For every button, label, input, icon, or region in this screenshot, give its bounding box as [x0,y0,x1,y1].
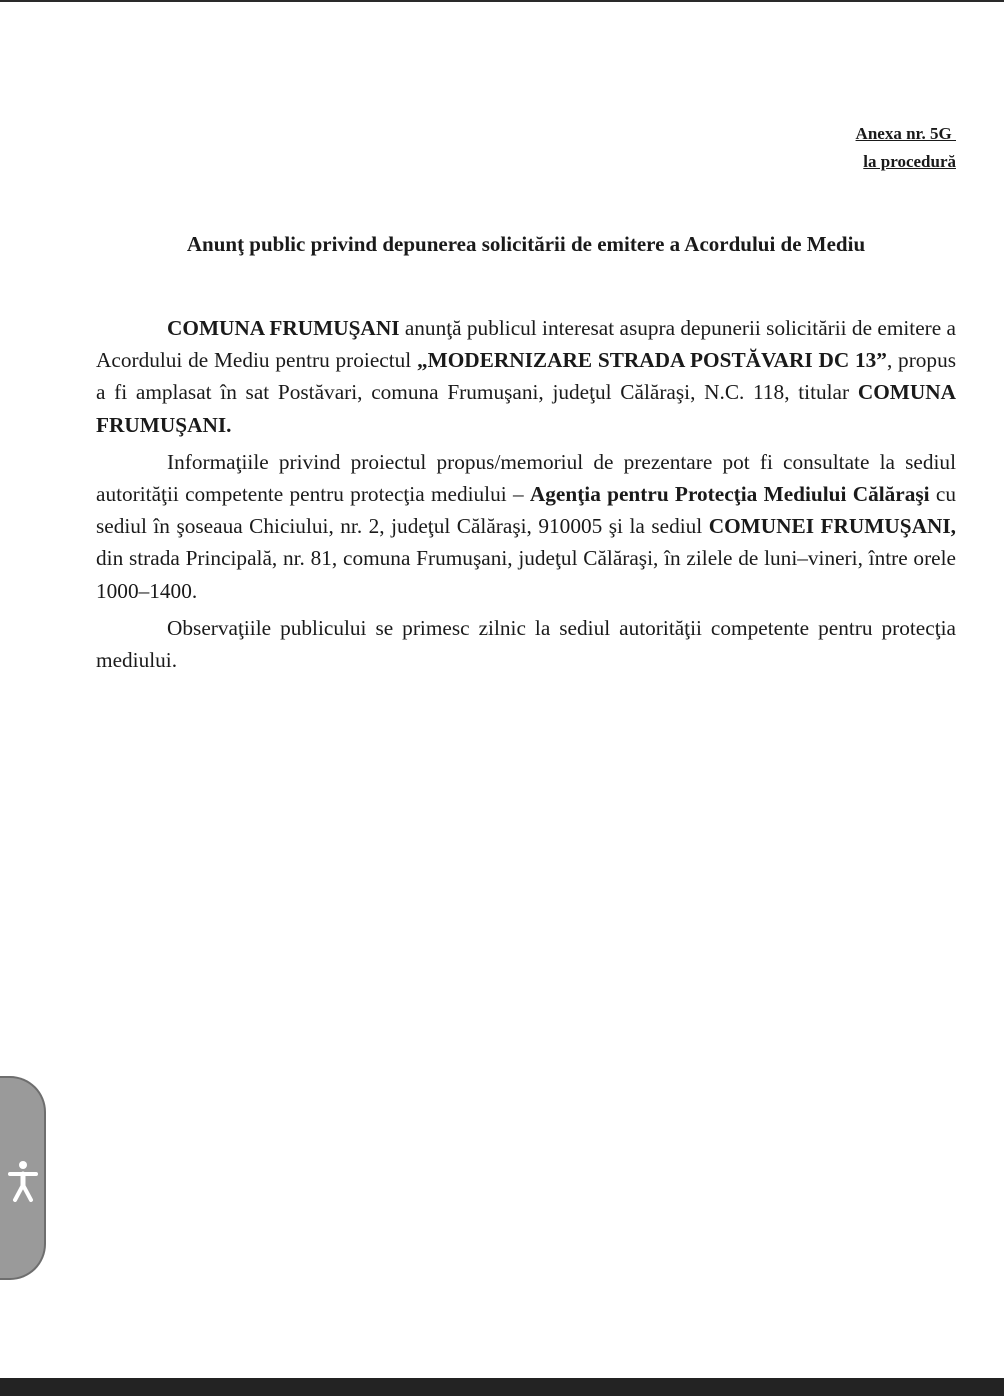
document-title: Anunţ public privind depunerea solicitării de emitere a Acordului de Mediu [186,232,866,256]
paragraph-text: din strada Principală, nr. 81, comuna Frumuşani, judeţul Călăraşi, în zilele de luni–vineri, între orele 1000–1400. [96,546,956,603]
project-name: „MODERNIZARE STRADA POSTĂVARI DC 13” [416,348,887,373]
paragraph-text: , propus a fi amplasat în sat Postăvari, comuna Frumuşani, judeţul Călăraşi, N.C. 118, titular [96,348,957,405]
paragraph-text: Informaţiile privind proiectul propus/memoriul de prezentare pot fi consultate la sediul autorităţii competente pentru protecţia mediului – [96,449,956,507]
accessibility-button[interactable] [0,1076,46,1280]
paragraph-text: anunţă publicul interesat asupra depunerii solicitării de emitere a Acordului de Mediu pentru proiectul [96,316,956,373]
annex-number: Anexa nr. 5G [855,124,956,143]
annex-procedure: la procedură [863,152,956,171]
paragraph-text: cu sediul în şoseaua Chiciului, nr. 2, judeţul Călăraşi, 910005 şi la sediul [96,482,956,539]
holder-name: COMUNA FRUMUŞANI. [96,380,956,437]
paragraph-observations: Observaţiile publicului se primesc zilnic la sediul autorităţii competente pentru protecţia mediului. [96,615,956,673]
applicant-name: COMUNA FRUMUŞANI [167,316,400,340]
document-body [96,312,956,681]
paragraph-information [96,446,956,607]
accessibility-person-icon [8,1160,38,1202]
agency-name: Agenţia pentru Protecţia Mediului Călăraşi [529,482,930,507]
bottom-bar [0,1378,1004,1396]
top-border [0,0,1004,2]
paragraph-announcement [96,312,956,441]
annex-reference [856,120,956,176]
commune-name: COMUNEI FRUMUŞANI, [708,514,957,539]
